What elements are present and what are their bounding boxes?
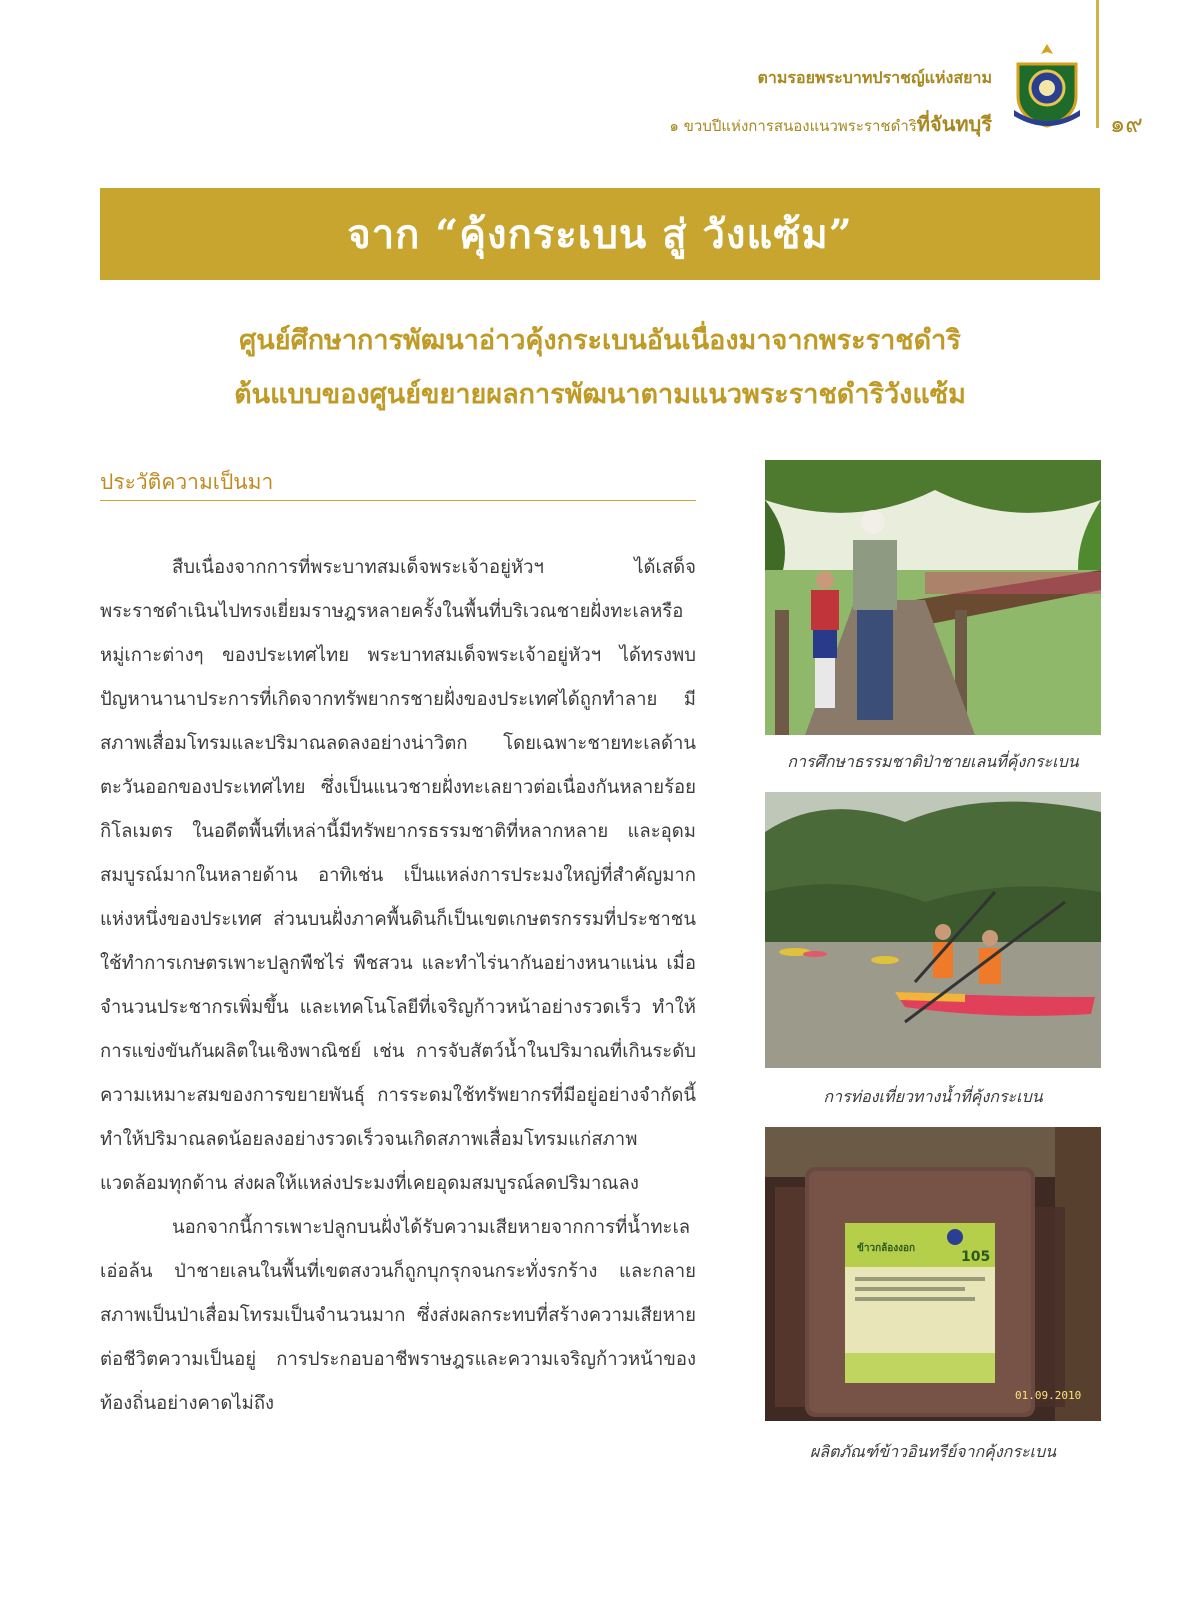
title-banner bbox=[100, 188, 1100, 280]
package-number: 105 bbox=[961, 1249, 991, 1265]
header-subtitle-prefix: ๑ ขวบปีแห่งการสนองแนวพระราชดำริ bbox=[669, 117, 917, 135]
body-text bbox=[100, 546, 696, 1426]
paragraph: นอกจากนี้การเพาะปลูกบนฝั่งได้รับความเสียหายจากการที่น้ำทะเลเอ่อล้น ป่าชายเลนในพื้นที่เขตสงวนก็ถูกบุกรุกจนกระทั่งรกร้าง และกลายสภาพเป็นป่าเสื่อมโทรมเป็นจำนวนมาก ซึ่งส่งผลกระทบที่สร้างความเสียหายต่อชีวิตความเป็นอยู่ การประกอบอาชีพราษฎรและความเจริญก้าวหน้าของท้องถิ่นอย่างคาดไม่ถึง bbox=[100, 1217, 696, 1414]
page-edge-rule bbox=[1096, 0, 1099, 128]
photo-rice-product bbox=[765, 1127, 1101, 1421]
header-subtitle-emphasis: ที่จันทบุรี bbox=[916, 112, 992, 136]
subtitle-line-2: ต้นแบบของศูนย์ขยายผลการพัฒนาตามแนวพระราชดำริวังแซ้ม bbox=[234, 379, 966, 410]
header-subtitle bbox=[432, 108, 992, 140]
page-title: จาก “คุ้งกระเบน สู่ วังแซ้ม” bbox=[347, 211, 853, 258]
section-divider bbox=[100, 500, 696, 501]
photo-caption: การศึกษาธรรมชาติป่าชายเลนที่คุ้งกระเบน bbox=[787, 752, 1079, 771]
paragraph: สืบเนื่องจากการที่พระบาทสมเด็จพระเจ้าอยู่หัวฯ ได้เสด็จพระราชดำเนินไปทรงเยี่ยมราษฎรหลายครั้งในพื้นที่บริเวณชายฝั่งทะเลหรือหมู่เกาะต่างๆ ของประเทศไทย พระบาทสมเด็จพระเจ้าอยู่หัวฯ ได้ทรงพบปัญหานานาประการที่เกิดจากทรัพยากรชายฝั่งของประเทศได้ถูกทำลาย มีสภาพเสื่อมโทรมและปริมาณลดลงอย่างน่าวิตก โดยเฉพาะชายทะเลด้านตะวันออกของประเทศไทย ซึ่งเป็นแนวชายฝั่งทะเลยาวต่อเนื่องกันหลายร้อยกิโลเมตร ในอดีตพื้นที่เหล่านี้มีทรัพยากรธรรมชาติที่หลากหลาย และอุดมสมบูรณ์มากในหลายด้าน อาทิเช่น เป็นแหล่งการประมงใหญ่ที่สำคัญมากแห่งหนึ่งของประเทศ ส่วนบนฝั่งภาคพื้นดินก็เป็นเขตเกษตรกรรมที่ประชาชนใช้ทำการเกษตรเพาะปลูกพืชไร่ พืชสวน และทำไร่นากันอย่างหนาแน่น เมื่อจำนวนประชากรเพิ่มขึ้น และเทคโนโลยีที่เจริญก้าวหน้าอย่างรวดเร็ว ทำให้การแข่งขันกันผลิตในเชิงพาณิชย์ เช่น การจับสัตว์น้ำในปริมาณที่เกินระดับความเหมาะสมของการขยายพันธุ์ การระดมใช้ทรัพยากรที่มีอยู่อย่างจำกัดนี้ทำให้ปริมาณลดน้อยลงอย่างรวดเร็วจนเกิดสภาพเสื่อมโทรมแก่สภาพแวดล้อมทุกด้าน ส่งผลให้แหล่งประมงที่เคยอุดมสมบูรณ์ลดปริมาณลง bbox=[100, 557, 696, 1194]
photo-kayaking bbox=[765, 792, 1101, 1068]
subtitle-line-1: ศูนย์ศึกษาการพัฒนาอ่าวคุ้งกระเบนอันเนื่องมาจากพระราชดำริ bbox=[239, 325, 961, 356]
package-label: ข้าวกล้องงอก bbox=[857, 1243, 916, 1254]
page-number: ๑๙ bbox=[1110, 110, 1143, 138]
section-heading: ประวัติความเป็นมา bbox=[100, 470, 274, 494]
royal-emblem-icon bbox=[1006, 40, 1088, 128]
photo-caption: การท่องเที่ยวทางน้ำที่คุ้งกระเบน bbox=[823, 1087, 1043, 1106]
photo-caption: ผลิตภัณฑ์ข้าวอินทรีย์จากคุ้งกระเบน bbox=[809, 1442, 1057, 1461]
header-series-title: ตามรอยพระบาทปราชญ์แห่งสยาม bbox=[757, 68, 992, 87]
photo-date-stamp: 01.09.2010 bbox=[1015, 1389, 1082, 1402]
photo-mangrove-walkway bbox=[765, 460, 1101, 735]
